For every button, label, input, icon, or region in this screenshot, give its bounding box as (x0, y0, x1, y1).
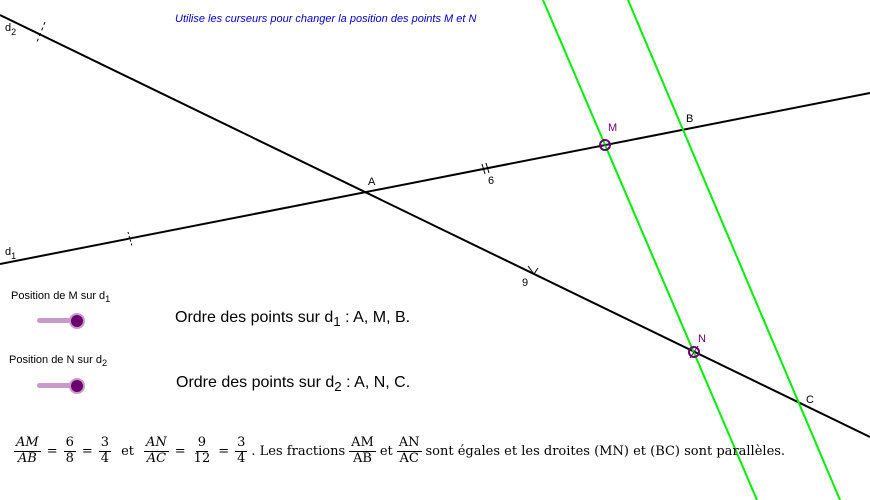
slider-m-label: Position de M sur $d_1$ (11, 290, 111, 305)
line-bc (628, 0, 840, 500)
formula-text-2: sont égales et les droites (MN) et (BC) sont parallèles. (425, 443, 786, 459)
tick-d2-top (37, 22, 45, 42)
slider-n-label: Position de N sur $d_2$ (9, 354, 108, 369)
label-am-length: 6 (488, 175, 495, 187)
fraction-am-ab-text: $\frac{AM}{AB}$ (351, 435, 374, 466)
equals-sign: = (46, 443, 58, 459)
fraction-an-ac-text: $\frac{AN}{AC}$ (398, 435, 420, 466)
fraction-3-4: $\frac{3}{4}$ (100, 435, 110, 466)
instruction-text: Utilise les curseurs pour changer la position des points M et N (175, 13, 477, 25)
label-d1: $d_1$ (5, 246, 17, 261)
equals-sign: = (218, 443, 230, 459)
order-d2-text: Ordre des points sur $d_2$ : A, N, C. (176, 374, 411, 395)
fraction-an-ac: $\frac{AN}{AC}$ (146, 435, 167, 466)
equals-sign: = (81, 443, 93, 459)
label-m: M (608, 122, 618, 134)
formula-text-1: . Les fractions (251, 443, 346, 459)
fraction-9-12: $\frac{9}{12}$ (193, 435, 211, 466)
label-n: N (698, 333, 706, 345)
label-a: A (368, 176, 376, 188)
label-an-length: 9 (522, 277, 529, 289)
order-d1-text: Ordre des points sur $d_1$ : A, M, B. (175, 309, 411, 330)
slider-n-handle[interactable] (69, 378, 85, 394)
label-b: B (686, 113, 694, 125)
conjunction-et: et (121, 443, 134, 459)
label-c: C (806, 394, 814, 406)
line-mn (543, 0, 757, 500)
slider-m-handle[interactable] (69, 313, 85, 329)
ratio-formula (14, 436, 785, 467)
fraction-6-8: $\frac{6}{8}$ (65, 435, 74, 466)
line-d2 (0, 15, 870, 437)
fraction-3-4-second: $\frac{3}{4}$ (237, 435, 246, 466)
equals-sign: = (174, 443, 186, 459)
fraction-am-ab: $\frac{AM}{AB}$ (16, 435, 39, 466)
line-d1 (0, 93, 870, 264)
slider-m[interactable] (37, 313, 89, 329)
label-d2: $d_2$ (5, 22, 17, 37)
conjunction-et-2: et (379, 443, 393, 459)
slider-n[interactable] (37, 378, 89, 394)
